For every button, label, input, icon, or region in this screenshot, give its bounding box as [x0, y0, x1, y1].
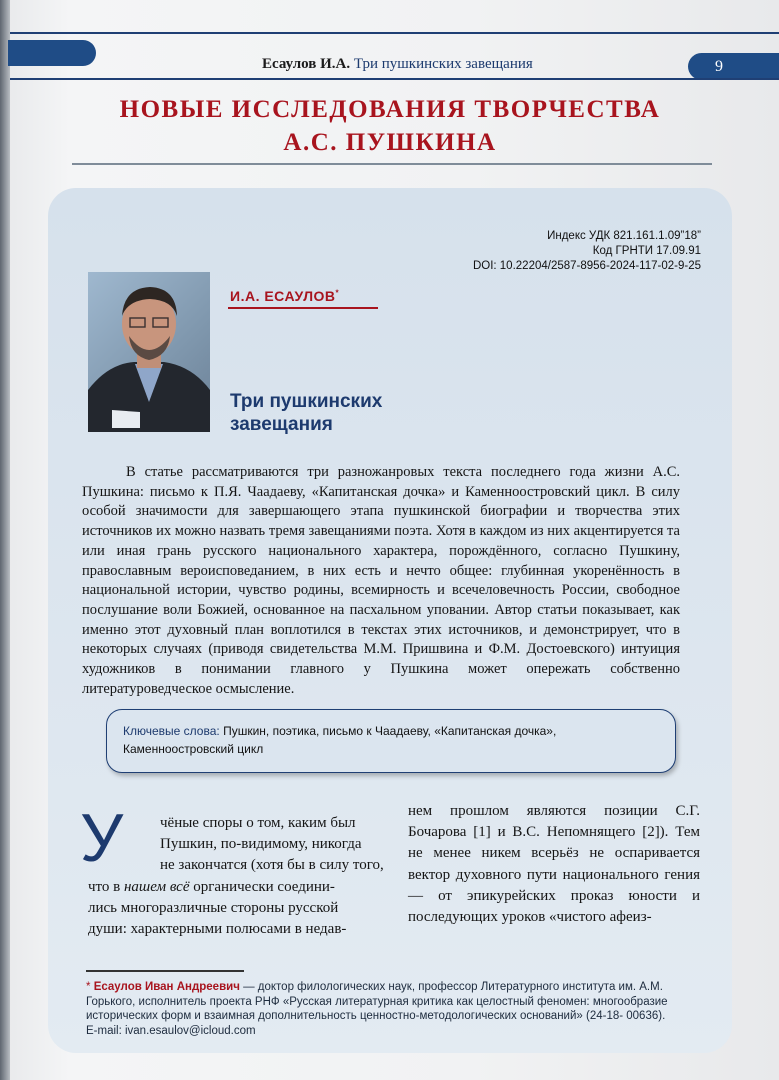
body-column-left	[88, 813, 404, 940]
running-header	[262, 56, 533, 73]
abstract: В статье рассматриваются три разножанровых текста последнего года жизни А.С. Пушкина: письмо к П.Я. Чаадаеву, «Капитанская дочка» и Каменноостровский цикл. В силу особой значимости для завершающего этапа пушкинской биографии и творчества этих источников их можно назвать тремя завещаниями поэта. Хотя в каждом из них акцентируется та или иная грань русского национального характера, порождённого, согласно Пушкину, православным вероисповеданием, в них есть и нечто общее: глубинная укоренённость в национальной истории, чувство родины, всемирность и всечеловечность России, свободное послушание воли Божией, основанное на пасхальном уповании. Автор статьи показывает, как именно этот духовный план воплотился в текстах этих источников, и демонстрирует, что в некоторых случаях (приводя свидетельства М.М. Пришвина и Ф.М. Достоевского) интуиция художников в понимании главного у Пушкина может опережать собственно литературоведческое осмысление.	[82, 464, 680, 697]
body-line: лись многоразличные стороны русской	[88, 899, 339, 916]
footnote-email: E-mail: ivan.esaulov@icloud.com	[86, 1024, 256, 1037]
section-title-rule	[72, 163, 712, 165]
section-title-line1: НОВЫЕ ИССЛЕДОВАНИЯ ТВОРЧЕСТВА	[119, 96, 661, 123]
body-text: что в	[88, 878, 124, 895]
body-line: чёные споры о том, каким был	[160, 815, 356, 831]
emphasis-text: нашем всё	[123, 878, 190, 895]
page-number: 9	[715, 58, 723, 75]
udk-index: Индекс УДК 821.161.1.09”18”	[547, 230, 701, 242]
section-title-line2: А.С. ПУШКИНА	[283, 129, 497, 156]
body-line: не закончатся (хотя бы в силу того,	[160, 857, 384, 874]
running-header-author: Есаулов И.А.	[262, 56, 351, 72]
article-metadata	[473, 229, 701, 274]
page-number-tab	[688, 53, 779, 80]
body-line: души: характерными полюсами в недав-	[88, 921, 347, 938]
article-title	[230, 390, 382, 436]
footnote-star: *	[86, 981, 91, 993]
page-spine	[0, 0, 10, 1080]
grnti-code: Код ГРНТИ 17.09.91	[592, 245, 701, 257]
header-bottom-rule	[10, 78, 779, 80]
author-portrait-icon	[88, 272, 210, 432]
header-tab	[8, 40, 96, 66]
header-top-rule	[10, 32, 779, 34]
body-text: органически соедини-	[189, 878, 335, 895]
author-rule	[228, 307, 378, 309]
author-name	[230, 288, 339, 304]
drop-cap: У	[80, 800, 124, 876]
author-name-text: И.А. ЕСАУЛОВ	[230, 288, 336, 304]
keywords-box	[106, 709, 676, 773]
footnote-rule	[86, 970, 244, 972]
footnote-author-name: Есаулов Иван Андреевич	[93, 981, 240, 993]
author-photo	[88, 272, 210, 432]
section-title	[80, 93, 700, 159]
body-line	[88, 877, 404, 898]
article-title-line1: Три пушкинских	[230, 391, 383, 412]
body-column-right: нем прошлом являются позиции С.Г. Бочарова [1] и В.С. Непомнящего [2]). Тем не менее никем всерьёз не оспаривается вектор духовного пути национального гения — от эпикурейских проказ юности и последующих уроков «чистого афеиз-	[408, 803, 700, 926]
keywords-label: Ключевые слова:	[123, 724, 220, 738]
footnote-text: — доктор филологических наук, профессор Литературного института им. А.М. Горького, исполнитель проекта РНФ «Русская литературная критика как целостный феномен: многообразие исторических форм и взаимная дополнительность ценностно-методологических оснований» (24-18- 00636).	[86, 981, 668, 1022]
doi: DOI: 10.22204/2587-8956-2024-117-02-9-25	[472, 260, 701, 272]
article-title-line2: завещания	[230, 414, 333, 435]
footnote	[86, 980, 704, 1038]
keywords-text: Пушкин, поэтика, письмо к Чаадаеву, «Капитанская дочка», Каменноостровский цикл	[123, 724, 557, 756]
author-footnote-mark: *	[335, 288, 340, 298]
body-line: Пушкин, по-видимому, никогда	[160, 836, 362, 853]
running-header-title: Три пушкинских завещания	[353, 56, 533, 72]
